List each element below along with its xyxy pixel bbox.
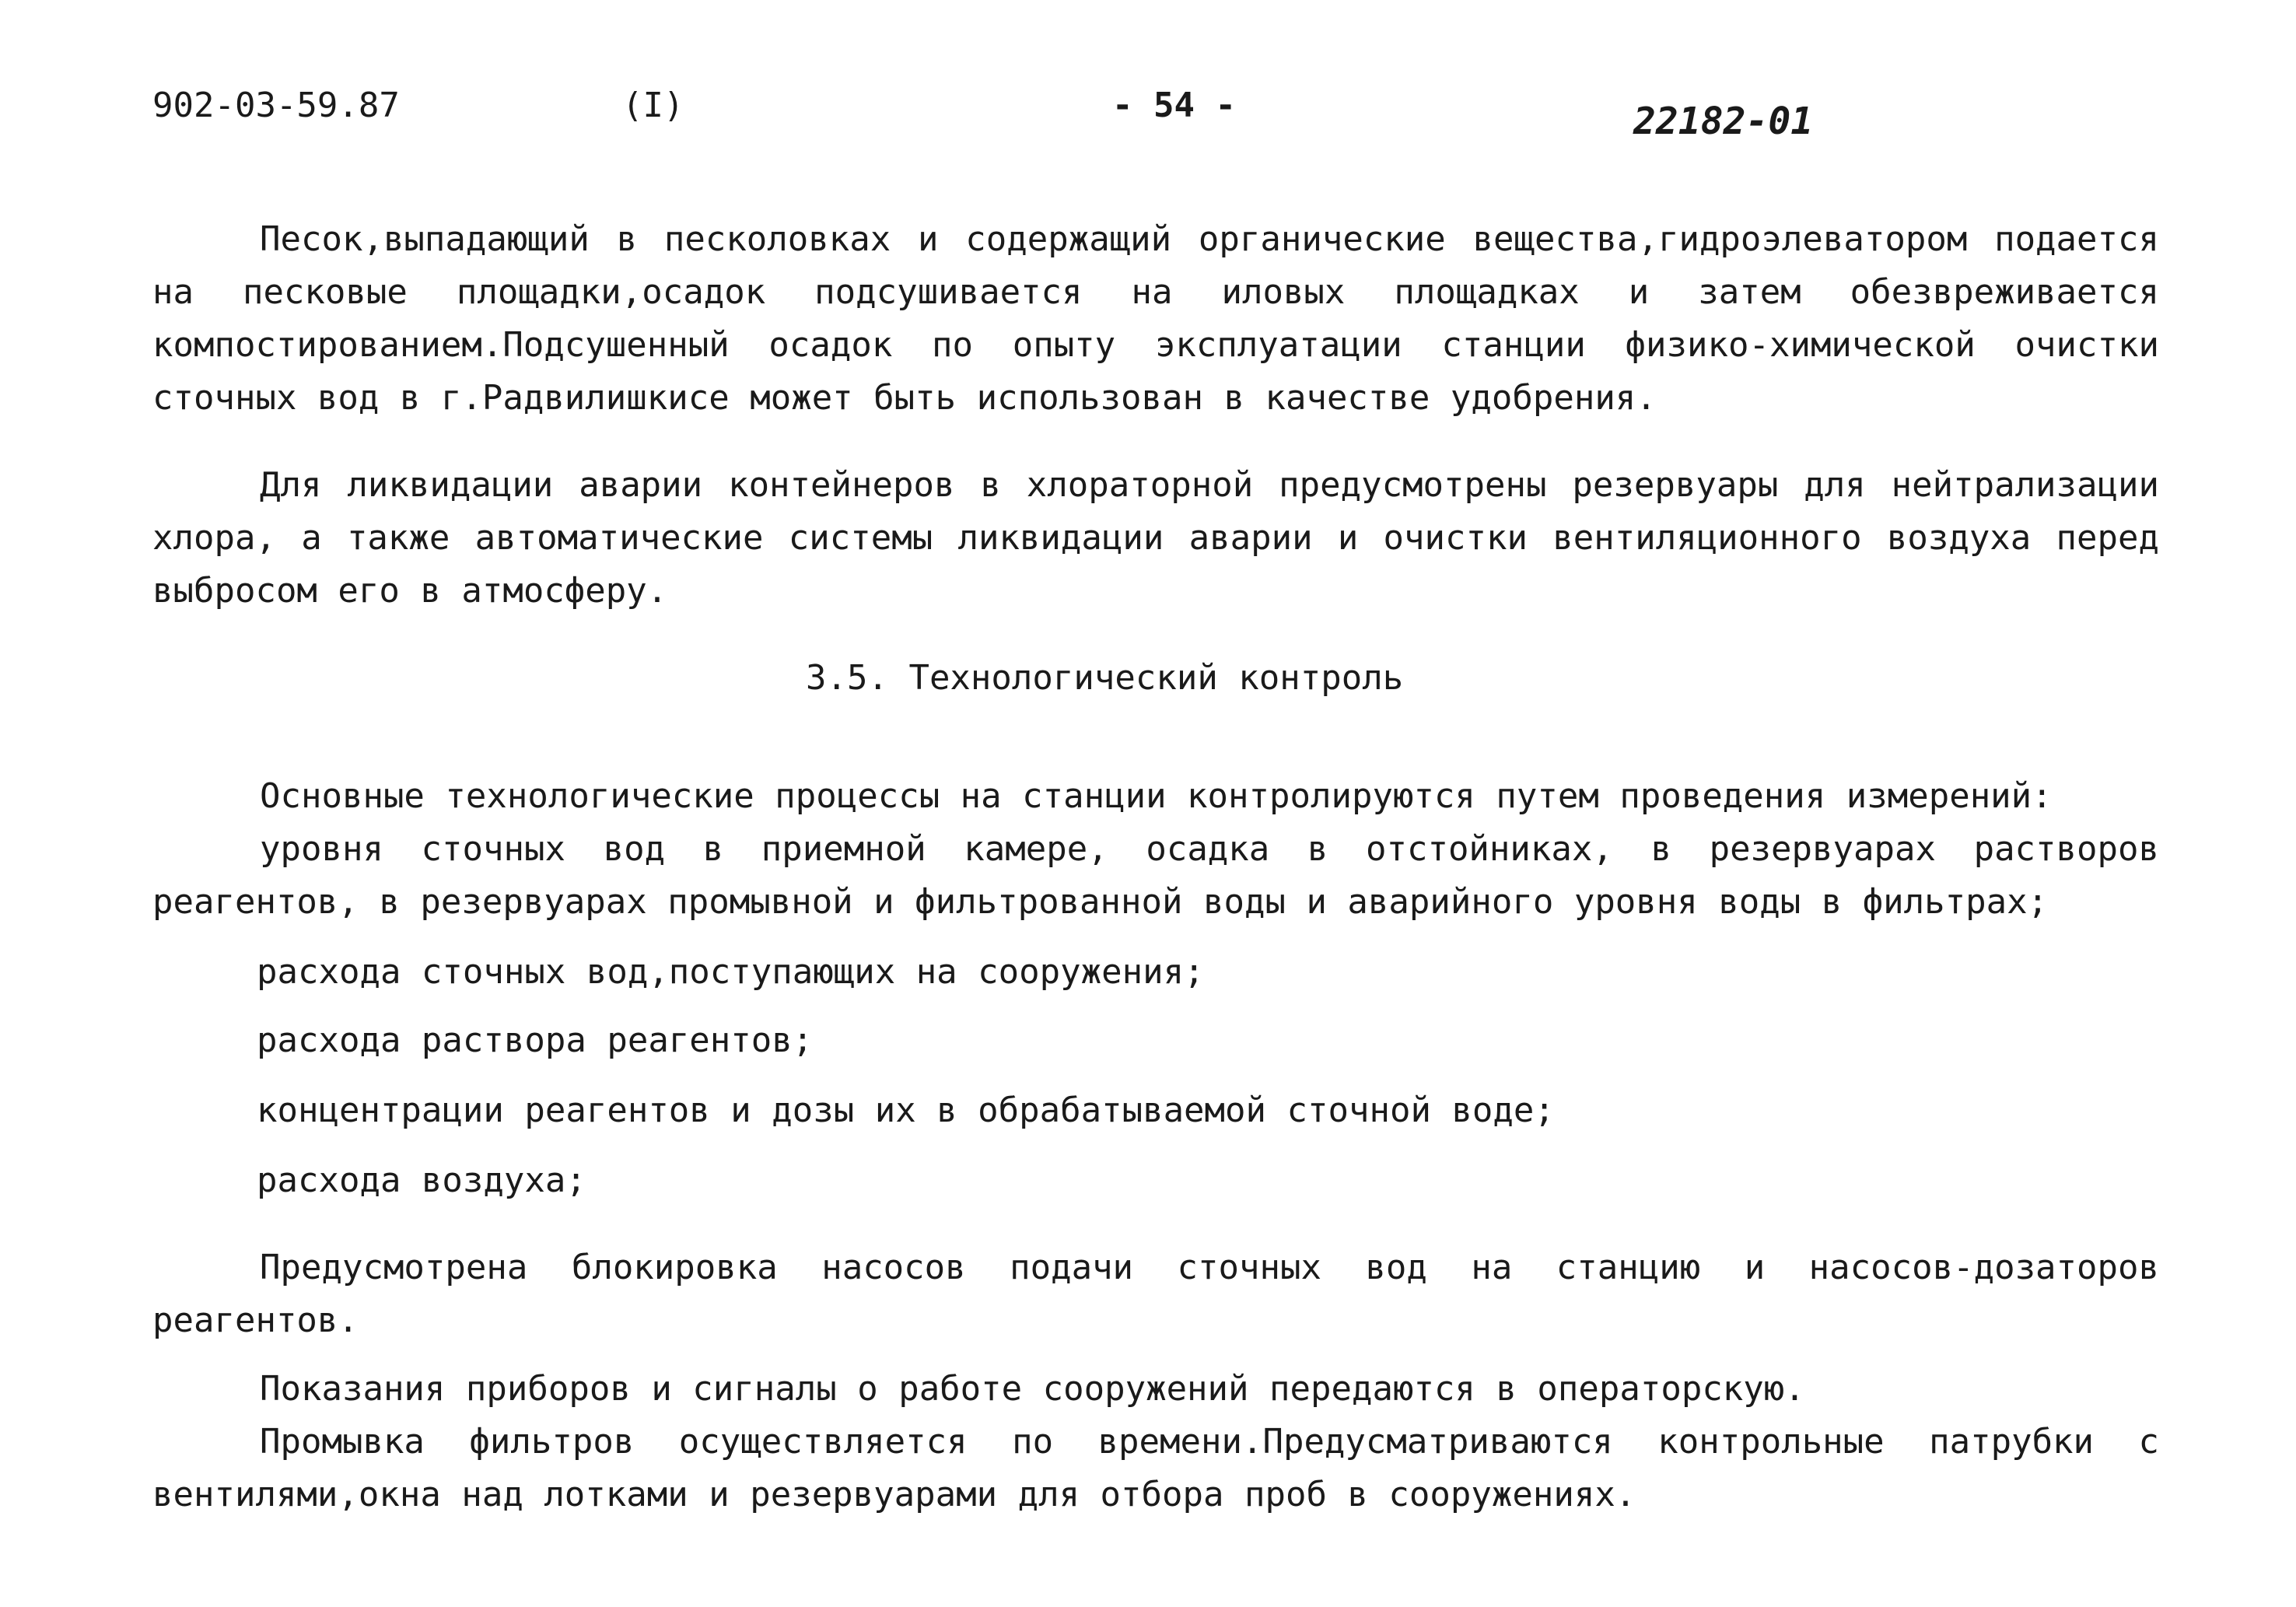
page-number: - 54 - (1112, 86, 1236, 125)
document-code: 902-03-59.87 (152, 86, 400, 125)
paragraph-operator-signals: Показания приборов и сигналы о работе сооружений передаются в операторскую. (260, 1369, 1805, 1409)
paragraph-sand-sludge: Песок,выпадающий в песколовках и содержащий органические вещества,гидроэлеватором подается на песковые площадки,осадок подсушивается на иловых площадках и затем обезвреживается компостированием.Подсушенный осадок по опыту эксплуатации станции физико-химической очистки сточных вод в г.Радвилишкисе может быть использован в качестве удобрения. (152, 219, 2159, 418)
list-item-air-flow: расхода воздуха; (257, 1161, 586, 1200)
section-title: 3.5. Технологический контроль (806, 658, 1404, 698)
paragraph-chlorine-accident: Для ликвидации аварии контейнеров в хлораторной предусмотрены резервуары для нейтрализации хлора, а также автоматические системы ликвидации аварии и очистки вентиляционного воздуха перед выбросом его в атмосферу. (152, 465, 2159, 611)
paragraph-measurements-intro: Основные технологические процессы на станции контролируются путем проведения измерений: (260, 776, 2053, 816)
paragraph-filter-washing: Промывка фильтров осуществляется по времени.Предусматриваются контрольные патрубки с вентилями,окна над лотками и резервуарами для отбора проб в сооружениях. (152, 1422, 2159, 1514)
list-item-reagent-flow: расхода раствора реагентов; (257, 1021, 814, 1060)
inventory-number: 22182-01 (1633, 100, 1814, 143)
list-item-wastewater-flow: расхода сточных вод,поступающих на сооружения; (257, 952, 1205, 992)
list-item-reagent-concentration: концентрации реагентов и дозы их в обрабатываемой сточной воде; (257, 1091, 1555, 1130)
list-item-level: уровня сточных вод в приемной камере, осадка в отстойниках, в резервуарах растворов реагентов, в резервуарах промывной и фильтрованной воды и аварийного уровня воды в фильтрах; (152, 829, 2159, 922)
paragraph-pump-interlock: Предусмотрена блокировка насосов подачи сточных вод на станцию и насосов-дозаторов реагентов. (152, 1248, 2159, 1340)
part-number: (I) (622, 86, 684, 125)
